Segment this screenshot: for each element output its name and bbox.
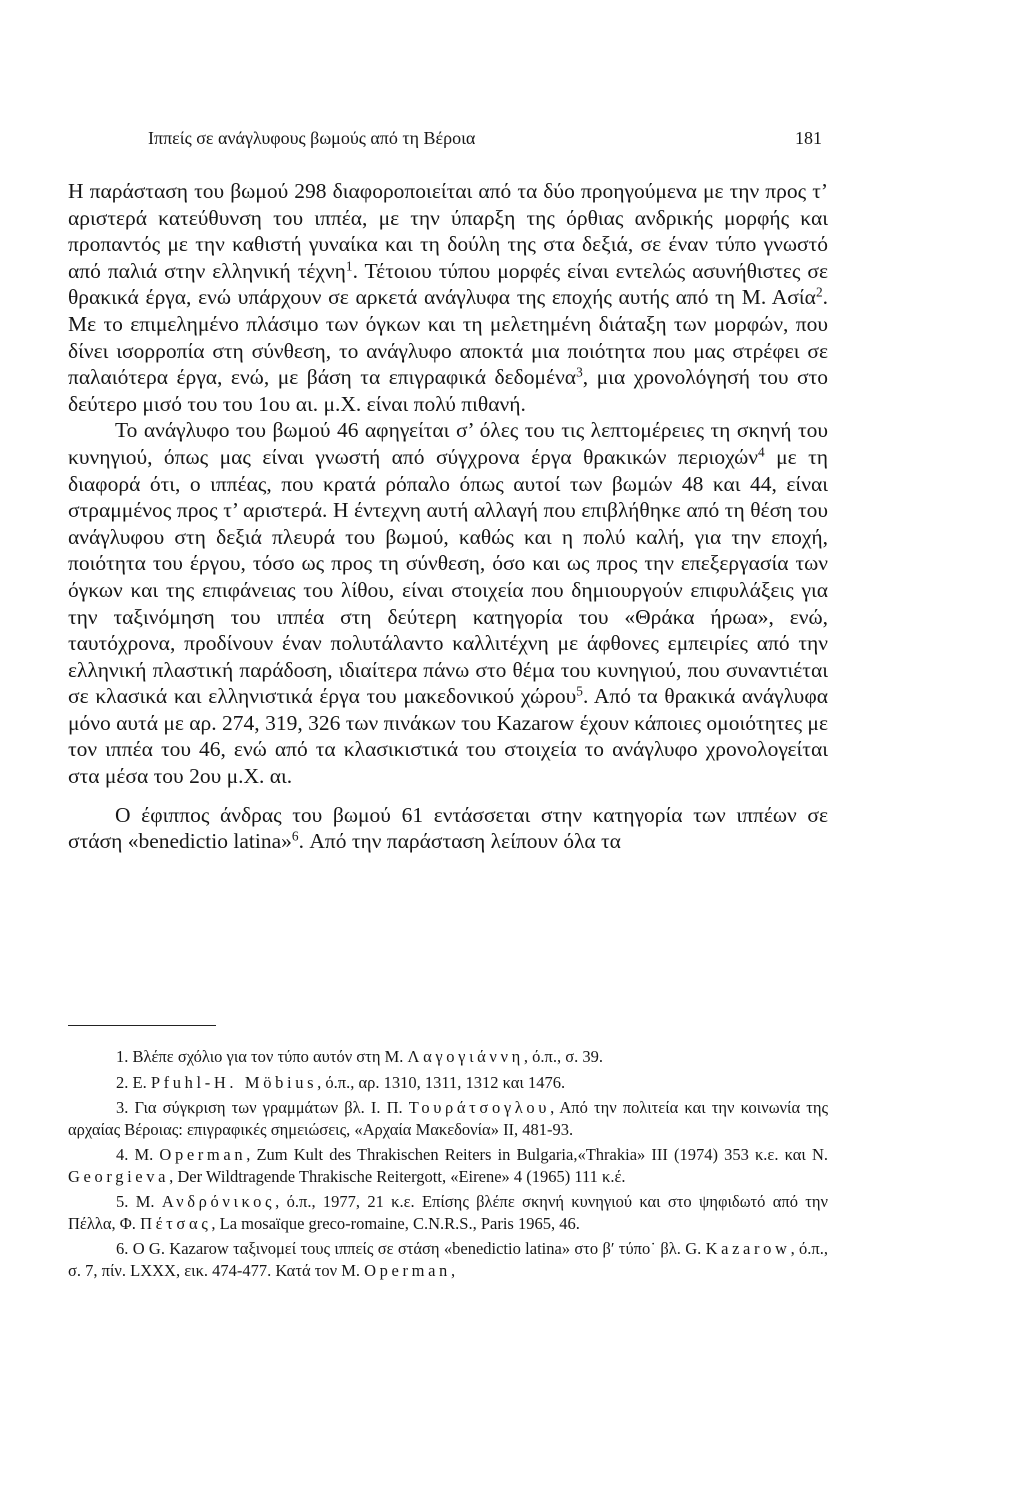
- author-name: Operman: [364, 1260, 451, 1280]
- text-run: , ό.π., σ. 39.: [523, 1047, 603, 1066]
- text-run: 5. Μ.: [116, 1192, 162, 1211]
- text-run: 1. Βλέπε σχόλιο για τον τύπο αυτόν στη Μ.: [116, 1047, 408, 1066]
- running-title: Ιππείς σε ανάγλυφους βωμούς από τη Βέροια: [148, 128, 476, 148]
- text-run: , Der Wildtragende Thrakische Reitergott, «Eirene» 4 (1965) 111 κ.έ.: [169, 1166, 626, 1186]
- text-run: με τη διαφορά ότι, ο ιππέας, που κρατά ρόπαλο όπως αυτοί των βωμών 48 και 44, είναι στραμμένος προς τ’ αριστερά. Η έντεχνη αυτή αλλαγή που επιβλήθηκε από τη θέση του ανάγλυφου στη δεξιά πλευρά του βωμού, καθώς και η πολύ καλή, για την εποχή, ποιότητα του έργου, τόσο ως προς τη σύνθεση, όσο και ως προς την επεξεργασία των όγκων και της επιφάνειας του λίθου, είναι στοιχεία που δημιουργούν επιφυλάξεις για την ταξινόμηση του ιππέα στη δεύτερη κατηγορία του «Θράκα ήρωα», ενώ, ταυτόχρονα, προδίνουν έναν πολυτάλαντο καλλιτέχνη με άφθονες εμπειρίες από την ελληνική πλαστική παράδοση, ιδιαίτερα πάνω στο θέμα του κυνηγιού, που συναντιέται σε κλασικά και ελληνιστικά έργα του μακεδονικού χώρου: [68, 444, 828, 709]
- footnote-1: [68, 1046, 828, 1068]
- body-text: [68, 178, 828, 855]
- author-name: Πέτσας: [140, 1213, 212, 1233]
- text-run: . Από την παράσταση λείπουν όλα τα: [298, 829, 621, 854]
- footnote-ref: 2: [815, 285, 823, 301]
- text-run: ,: [450, 1260, 456, 1280]
- text-run: , La mosaïque greco-romaine, C.N.R.S., Paris 1965, 46.: [211, 1213, 580, 1233]
- text-run: . Με το επιμελημένο πλάσιμο των όγκων και τη μελετημένη διάταξη των μορφών, που δίνει ισορροπία στη σύνθεση, το ανάγλυφο αποκτά μια ποιότητα που μας στρέφει σε παλαιότερα έργα, ενώ, με βάση τα επιγραφικά δεδομένα: [68, 285, 828, 390]
- author-name: Τουράτσογλου: [408, 1098, 551, 1117]
- text-run: Το ανάγλυφο του βωμού 46 αφηγείται σ’ όλες του τις λεπτομέρειες τη σκηνή του κυνηγιού, όπως μας είναι γνωστή από σύγχρονα έργα θρακικών περιοχών: [68, 418, 828, 469]
- paragraph-2: [68, 417, 828, 789]
- footnote-ref: 4: [758, 444, 765, 460]
- footnote-2: [68, 1072, 828, 1094]
- text-run: 6. O G. Kazarow ταξινομεί τους ιππείς σε στάση «benedictio latina» στο β′ τύπο˙ βλ. G.: [116, 1239, 706, 1258]
- footnote-ref: 1: [345, 258, 353, 274]
- footnote-separator: [68, 1025, 216, 1026]
- text-run: , μια χρονολόγησή του στο δεύτερο μισό του του 1ου αι. μ.Χ. είναι πολύ πιθανή.: [68, 365, 828, 416]
- footnote-4: [68, 1144, 828, 1187]
- footnote-3: [68, 1097, 828, 1140]
- footnote-ref: 3: [576, 364, 583, 380]
- author-name: Pfuhl-H. Möbius: [150, 1072, 318, 1092]
- text-run: , Από την πολιτεία και την κοινωνία της αρχαίας Βέροιας: επιγραφικές σημειώσεις, «Αρχαία Μακεδονία» II, 481-93.: [68, 1098, 829, 1139]
- author-name: Λαγογιάννη: [407, 1047, 524, 1066]
- footnote-5: [68, 1191, 828, 1234]
- text-run: , Zum Kult des Thrakischen Reiters in Bulgaria,«Thrakia» III (1974) 353 κ.ε. και N.: [246, 1145, 828, 1164]
- page-number: 181: [795, 128, 822, 148]
- text-run: , ό.π., σ. 7, πίν. LXXX, εικ. 474-477. Κατά τον M.: [68, 1239, 828, 1280]
- text-run: 4. M.: [116, 1145, 160, 1164]
- text-run: . Τέτοιου τύπου μορφές είναι εντελώς ασυνήθιστες σε θρακικά έργα, ενώ υπάρχουν σε αρκετά ανάγλυφα της εποχής αυτής από τη Μ. Ασία: [68, 258, 828, 310]
- text-run: 3. Για σύγκριση των γραμμάτων βλ. Ι. Π.: [116, 1098, 409, 1117]
- author-name: Operman: [159, 1145, 247, 1164]
- text-run: , ό.π., 1977, 21 κ.ε. Επίσης βλέπε σκηνή κυνηγιού και στο ψηφιδωτό από την Πέλλα, Φ.: [68, 1192, 829, 1233]
- text-run: Ο έφιππος άνδρας του βωμού 61 εντάσσεται στην κατηγορία των ιππέων σε στάση «benedictio latina»: [68, 802, 828, 854]
- footnote-ref: 6: [291, 828, 299, 844]
- footnotes: [68, 1046, 828, 1281]
- text-run: . Από τα θρακικά ανάγλυφα μόνο αυτά με αρ. 274, 319, 326 των πινάκων του Kazarow έχουν κάποιες ομοιότητες με τον ιππέα του 46, ενώ από τα κλασικιστικά του στοιχεία το ανάγλυφο χρονολογείται στα μέσα του 2ου μ.Χ. αι.: [68, 684, 828, 789]
- text-run: Η παράσταση του βωμού 298 διαφοροποιείται από τα δύο προηγούμενα με την προς τ’ αριστερά κατεύθυνση του ιππέα, με την ύπαρξη της όρθιας ανδρικής μορφής και προπαντός με την καθιστή γυναίκα και τη δούλη της στα δεξιά, σε έναν τύπο γνωστό από παλιά στην ελληνική τέχνη: [68, 179, 828, 283]
- footnote-6: [68, 1238, 828, 1281]
- page-header: [148, 128, 822, 154]
- footnote-ref: 5: [576, 683, 583, 699]
- author-name: Georgieva: [68, 1166, 170, 1186]
- paragraph-3: [68, 802, 828, 855]
- author-name: Kazarow: [705, 1239, 791, 1258]
- text-run: 2. E.: [116, 1072, 151, 1092]
- paragraph-1: [68, 178, 828, 417]
- text-run: , ό.π., αρ. 1310, 1311, 1312 και 1476.: [317, 1072, 566, 1092]
- author-name: Ανδρόνικος: [161, 1192, 276, 1211]
